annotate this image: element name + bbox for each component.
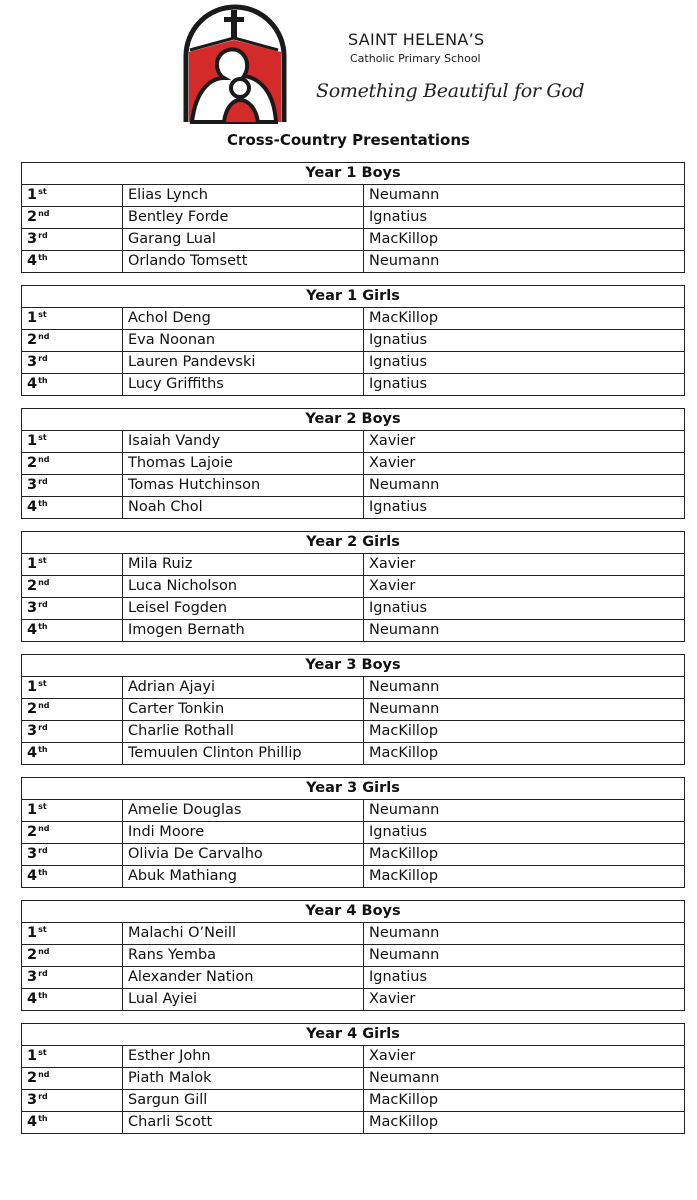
section-heading: Year 1 Girls [22,286,685,308]
student-name: Achol Deng [123,308,364,330]
place-suffix: st [38,802,47,811]
place-number: 1 [27,1048,38,1064]
place-suffix: rd [38,969,48,978]
place-cell [22,308,123,330]
place-suffix: rd [38,231,48,240]
place-suffix: th [38,622,48,631]
student-name: Alexander Nation [123,967,364,989]
place-number: 2 [27,455,38,471]
student-name: Tomas Hutchinson [123,475,364,497]
place-cell [22,1090,123,1112]
place-number: 4 [27,868,38,884]
place-number: 1 [27,925,38,941]
house-name: Xavier [364,1046,685,1068]
student-name: Esther John [123,1046,364,1068]
results-table [21,1023,685,1134]
student-name: Amelie Douglas [123,800,364,822]
place-suffix: st [38,925,47,934]
table-row [22,374,685,396]
house-name: Xavier [364,989,685,1011]
house-name: Neumann [364,945,685,967]
student-name: Abuk Mathiang [123,866,364,888]
house-name: MacKillop [364,721,685,743]
place-cell [22,453,123,475]
table-row [22,677,685,699]
results-table [21,654,685,765]
place-number: 1 [27,433,38,449]
place-cell [22,576,123,598]
section-heading: Year 4 Boys [22,901,685,923]
table-row [22,308,685,330]
place-suffix: rd [38,354,48,363]
place-number: 4 [27,991,38,1007]
student-name: Olivia De Carvalho [123,844,364,866]
table-row [22,1112,685,1134]
table-row [22,251,685,273]
table-row [22,598,685,620]
section-heading: Year 2 Girls [22,532,685,554]
school-motto: Something Beautiful for God [316,80,585,102]
house-name: Xavier [364,431,685,453]
table-row [22,743,685,765]
results-table [21,900,685,1011]
section-heading: Year 4 Girls [22,1024,685,1046]
student-name: Lucy Griffiths [123,374,364,396]
house-name: Neumann [364,251,685,273]
student-name: Indi Moore [123,822,364,844]
place-suffix: nd [38,209,50,218]
results-list [21,162,684,1146]
place-number: 2 [27,824,38,840]
place-number: 3 [27,1092,38,1108]
place-cell [22,185,123,207]
results-section [21,408,684,519]
student-name: Lual Ayiei [123,989,364,1011]
place-cell [22,352,123,374]
place-suffix: rd [38,600,48,609]
place-suffix: nd [38,332,50,341]
place-cell [22,822,123,844]
school-crest-logo [178,4,292,126]
place-suffix: st [38,433,47,442]
results-section [21,777,684,888]
place-cell [22,967,123,989]
place-number: 2 [27,209,38,225]
house-name: Xavier [364,554,685,576]
section-heading: Year 3 Boys [22,655,685,677]
place-number: 2 [27,1070,38,1086]
place-suffix: th [38,499,48,508]
student-name: Lauren Pandevski [123,352,364,374]
results-section [21,285,684,396]
house-name: Ignatius [364,822,685,844]
place-cell [22,677,123,699]
section-heading: Year 1 Boys [22,163,685,185]
table-row [22,989,685,1011]
student-name: Luca Nicholson [123,576,364,598]
student-name: Sargun Gill [123,1090,364,1112]
house-name: MacKillop [364,229,685,251]
place-number: 2 [27,332,38,348]
student-name: Eva Noonan [123,330,364,352]
table-row [22,475,685,497]
place-cell [22,207,123,229]
place-number: 4 [27,1114,38,1130]
house-name: Ignatius [364,207,685,229]
place-suffix: th [38,745,48,754]
place-cell [22,1112,123,1134]
place-number: 3 [27,600,38,616]
student-name: Piath Malok [123,1068,364,1090]
student-name: Carter Tonkin [123,699,364,721]
place-number: 3 [27,231,38,247]
place-suffix: st [38,187,47,196]
place-suffix: rd [38,723,48,732]
place-suffix: rd [38,477,48,486]
place-number: 4 [27,253,38,269]
place-suffix: st [38,556,47,565]
house-name: Ignatius [364,330,685,352]
table-row [22,1090,685,1112]
place-suffix: nd [38,1070,50,1079]
results-table [21,162,685,273]
place-cell [22,743,123,765]
student-name: Thomas Lajoie [123,453,364,475]
place-suffix: st [38,310,47,319]
place-suffix: th [38,253,48,262]
place-cell [22,374,123,396]
table-row [22,330,685,352]
place-cell [22,330,123,352]
student-name: Charlie Rothall [123,721,364,743]
section-heading: Year 2 Boys [22,409,685,431]
house-name: MacKillop [364,308,685,330]
house-name: Xavier [364,453,685,475]
place-number: 3 [27,969,38,985]
house-name: Neumann [364,475,685,497]
student-name: Elias Lynch [123,185,364,207]
place-cell [22,497,123,519]
place-number: 3 [27,477,38,493]
place-cell [22,554,123,576]
place-suffix: rd [38,1092,48,1101]
place-suffix: th [38,376,48,385]
results-table [21,408,685,519]
school-subtitle: Catholic Primary School [350,52,481,65]
place-suffix: th [38,868,48,877]
place-number: 2 [27,701,38,717]
place-suffix: nd [38,455,50,464]
place-number: 1 [27,556,38,572]
house-name: Ignatius [364,374,685,396]
results-section [21,1023,684,1134]
place-cell [22,431,123,453]
place-number: 3 [27,846,38,862]
place-number: 1 [27,187,38,203]
student-name: Temuulen Clinton Phillip [123,743,364,765]
results-table [21,777,685,888]
place-number: 3 [27,723,38,739]
place-cell [22,721,123,743]
place-suffix: st [38,679,47,688]
table-row [22,923,685,945]
student-name: Leisel Fogden [123,598,364,620]
table-row [22,967,685,989]
house-name: MacKillop [364,1112,685,1134]
place-cell [22,251,123,273]
place-suffix: nd [38,701,50,710]
place-suffix: st [38,1048,47,1057]
results-section [21,162,684,273]
place-number: 4 [27,745,38,761]
cross-icon [224,10,244,38]
section-heading: Year 3 Girls [22,778,685,800]
house-name: MacKillop [364,1090,685,1112]
table-row [22,721,685,743]
house-name: Neumann [364,620,685,642]
place-cell [22,989,123,1011]
student-name: Orlando Tomsett [123,251,364,273]
student-name: Malachi O’Neill [123,923,364,945]
student-name: Garang Lual [123,229,364,251]
table-row [22,1046,685,1068]
place-suffix: nd [38,824,50,833]
table-row [22,822,685,844]
place-cell [22,598,123,620]
student-name: Noah Chol [123,497,364,519]
house-name: MacKillop [364,743,685,765]
place-suffix: th [38,991,48,1000]
place-number: 4 [27,499,38,515]
house-name: Ignatius [364,497,685,519]
house-name: Neumann [364,923,685,945]
place-suffix: nd [38,947,50,956]
place-number: 3 [27,354,38,370]
student-name: Mila Ruiz [123,554,364,576]
student-name: Adrian Ajayi [123,677,364,699]
place-cell [22,1046,123,1068]
table-row [22,699,685,721]
results-table [21,285,685,396]
place-number: 1 [27,310,38,326]
student-name: Charli Scott [123,1112,364,1134]
house-name: Ignatius [364,598,685,620]
place-cell [22,945,123,967]
table-row [22,554,685,576]
place-cell [22,229,123,251]
school-name: SAINT HELENA’S [348,30,485,49]
student-name: Rans Yemba [123,945,364,967]
table-row [22,352,685,374]
house-name: Neumann [364,800,685,822]
house-name: Xavier [364,576,685,598]
student-name: Isaiah Vandy [123,431,364,453]
house-name: MacKillop [364,866,685,888]
place-cell [22,475,123,497]
table-row [22,207,685,229]
page-header [0,0,697,160]
table-row [22,800,685,822]
table-row [22,866,685,888]
house-name: Neumann [364,699,685,721]
place-suffix: th [38,1114,48,1123]
place-number: 4 [27,622,38,638]
table-row [22,945,685,967]
place-cell [22,923,123,945]
house-name: Neumann [364,677,685,699]
house-name: Neumann [364,185,685,207]
table-row [22,844,685,866]
results-section [21,531,684,642]
table-row [22,620,685,642]
place-number: 4 [27,376,38,392]
house-name: Ignatius [364,352,685,374]
place-cell [22,866,123,888]
table-row [22,497,685,519]
house-name: MacKillop [364,844,685,866]
table-row [22,229,685,251]
table-row [22,1068,685,1090]
table-row [22,431,685,453]
place-cell [22,800,123,822]
place-cell [22,844,123,866]
student-name: Imogen Bernath [123,620,364,642]
place-number: 1 [27,802,38,818]
results-section [21,900,684,1011]
place-cell [22,620,123,642]
place-number: 2 [27,578,38,594]
student-name: Bentley Forde [123,207,364,229]
page-title: Cross-Country Presentations [227,131,470,149]
place-suffix: nd [38,578,50,587]
place-number: 2 [27,947,38,963]
house-name: Neumann [364,1068,685,1090]
place-suffix: rd [38,846,48,855]
table-row [22,453,685,475]
place-number: 1 [27,679,38,695]
table-row [22,576,685,598]
results-section [21,654,684,765]
place-cell [22,699,123,721]
table-row [22,185,685,207]
house-name: Ignatius [364,967,685,989]
place-cell [22,1068,123,1090]
results-table [21,531,685,642]
